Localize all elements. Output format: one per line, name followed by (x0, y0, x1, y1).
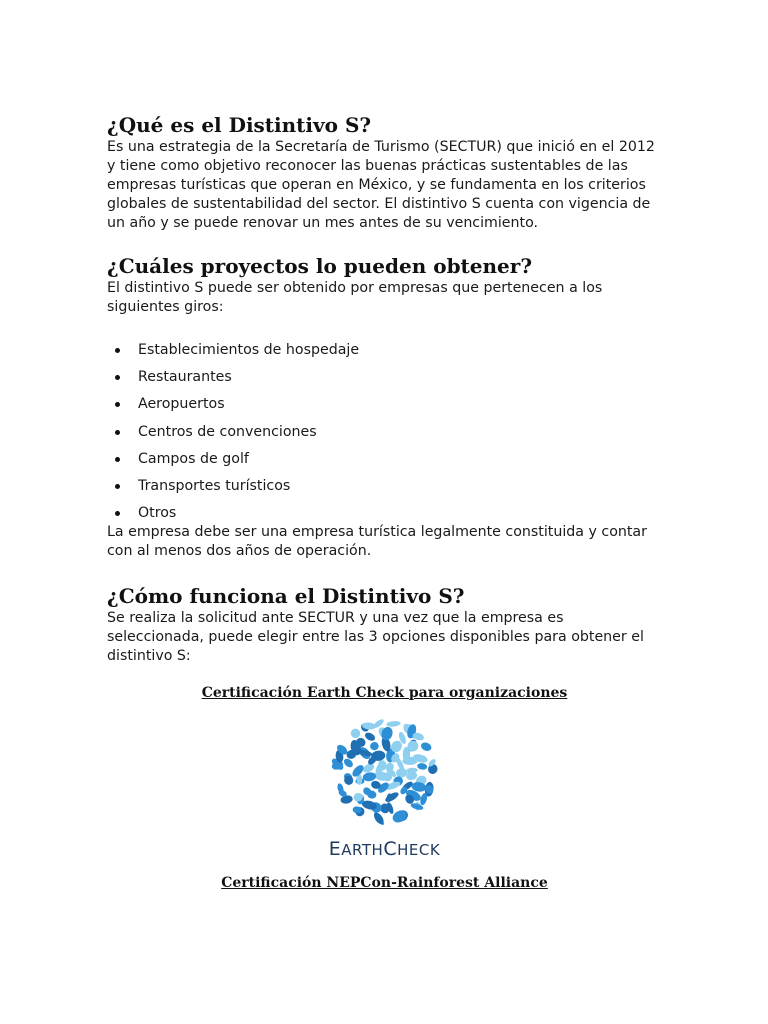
heading-que-es: ¿Qué es el Distintivo S? (107, 113, 372, 137)
bullet-icon (115, 484, 120, 489)
bullet-icon (115, 348, 120, 353)
paragraph-requisitos: La empresa debe ser una empresa turística legalmente constituida y contar con al menos dos años de operación. (107, 524, 647, 560)
paragraph-como-funciona: Se realiza la solicitud ante SECTUR y una vez que la empresa es seleccionada, puede elegir entre las 3 opciones disponibles para obtener el distintivo S: (107, 610, 644, 665)
heading-cuales-proyectos: ¿Cuáles proyectos lo pueden obtener? (107, 254, 533, 278)
earthcheck-certification-title: Certificación Earth Check para organizaciones (201, 685, 568, 702)
bullet-icon (115, 402, 120, 407)
list-item: Establecimientos de hospedaje (107, 341, 662, 360)
heading-como-funciona: ¿Cómo funciona el Distintivo S? (107, 584, 465, 609)
document-page (107, 112, 662, 893)
bullet-icon (115, 430, 120, 435)
earthcheck-globe-icon (329, 715, 441, 827)
earthcheck-wordmark: EARTHCHECK (328, 838, 441, 861)
bullet-icon (115, 375, 120, 380)
list-item: Aeropuertos (107, 395, 662, 414)
paragraph-que-es: Es una estrategia de la Secretaría de Turismo (SECTUR) que inició en el 2012 y tiene como objetivo reconocer las buenas prácticas sustentables de las empresas turísticas que operan en México, y se fundamenta en los criterios globales de sustentabilidad del sector. El distintivo S cuenta con vigencia de un año y se puede renovar un mes antes de su vencimiento. (107, 139, 655, 231)
list-item: Campos de golf (107, 450, 662, 469)
globe-leaf-shape (369, 741, 379, 751)
nepcon-certification-title: Certificación NEPCon-Rainforest Alliance (221, 875, 548, 892)
bullet-icon (115, 457, 120, 462)
list-item: Transportes turísticos (107, 477, 662, 496)
list-item: Otros (107, 504, 662, 523)
globe-leaf-shape (349, 728, 361, 740)
globe-leaf-shape (342, 757, 354, 769)
paragraph-giros-intro: El distintivo S puede ser obtenido por empresas que pertenecen a los siguientes giros: (107, 280, 603, 315)
earthcheck-logo (315, 715, 455, 860)
globe-leaf-shape (363, 731, 376, 742)
globe-leaf-shape (416, 763, 427, 771)
globe-leaf-shape (362, 772, 376, 783)
globe-leaf-shape (386, 720, 401, 727)
list-item: Restaurantes (107, 368, 662, 387)
bullet-icon (115, 511, 120, 516)
giros-list (107, 341, 662, 523)
globe-leaf-shape (419, 741, 432, 752)
list-item: Centros de convenciones (107, 423, 662, 442)
